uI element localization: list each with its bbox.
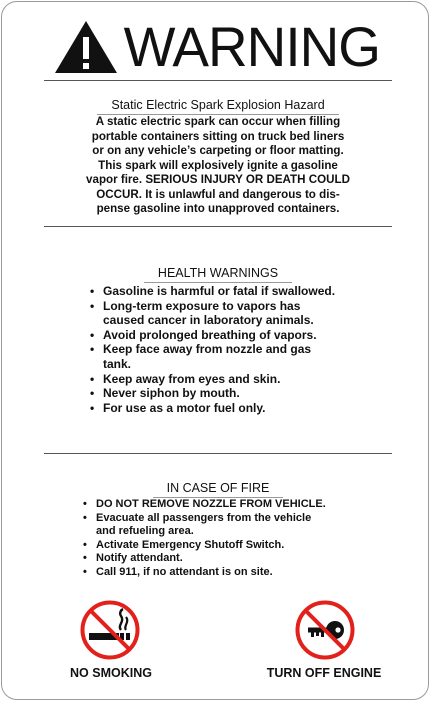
no-key-icon (294, 599, 356, 661)
divider (44, 453, 392, 454)
list-item: • Notify attendant. (82, 552, 382, 566)
list-item: • Never siphon by mouth. (89, 386, 381, 401)
list-item: • Long-term exposure to vapors has caused cancer in laboratory animals. (89, 299, 381, 328)
divider (44, 226, 392, 227)
health-warnings-title: HEALTH WARNINGS (44, 266, 392, 283)
divider (44, 80, 392, 81)
no-smoking-label: NO SMOKING (70, 666, 152, 680)
list-item: • Keep away from eyes and skin. (89, 372, 381, 387)
list-item: • Gasoline is harmful or fatal if swallowed. (89, 284, 381, 299)
list-item: • For use as a motor fuel only. (89, 401, 381, 416)
list-item: • Keep face away from nozzle and gas tank. (89, 342, 381, 371)
warning-header (46, 16, 390, 78)
no-smoking-icon (79, 599, 141, 661)
static-hazard-text: A static electric spark can occur when filling portable containers sitting on truck bed liners or on any vehicle’s carpeting or floor matting. This spark will explosively ignite a gasoline vapor fire. SERIOUS INJURY OR DEATH COULD OCCUR. It is unlawful and dangerous to dis- pense gasoline into unapproved containers. (86, 115, 350, 215)
fire-instructions-list (82, 498, 382, 580)
list-item: • Avoid prolonged breathing of vapors. (89, 328, 381, 343)
list-item: • Activate Emergency Shutoff Switch. (82, 539, 382, 553)
list-item: • DO NOT REMOVE NOZZLE FROM VEHICLE. (82, 498, 382, 512)
fire-section-title: IN CASE OF FIRE (44, 481, 392, 498)
warning-sign (1, 1, 429, 700)
turn-off-engine-label: TURN OFF ENGINE (266, 666, 382, 680)
health-warnings-list (89, 284, 381, 415)
warning-title: WARNING (123, 15, 381, 78)
list-item: • Evacuate all passengers from the vehicle and refueling area. (82, 512, 382, 539)
static-hazard-title: Static Electric Spark Explosion Hazard (44, 98, 392, 115)
list-item: • Call 911, if no attendant is on site. (82, 566, 382, 580)
warning-triangle-icon (53, 19, 119, 75)
